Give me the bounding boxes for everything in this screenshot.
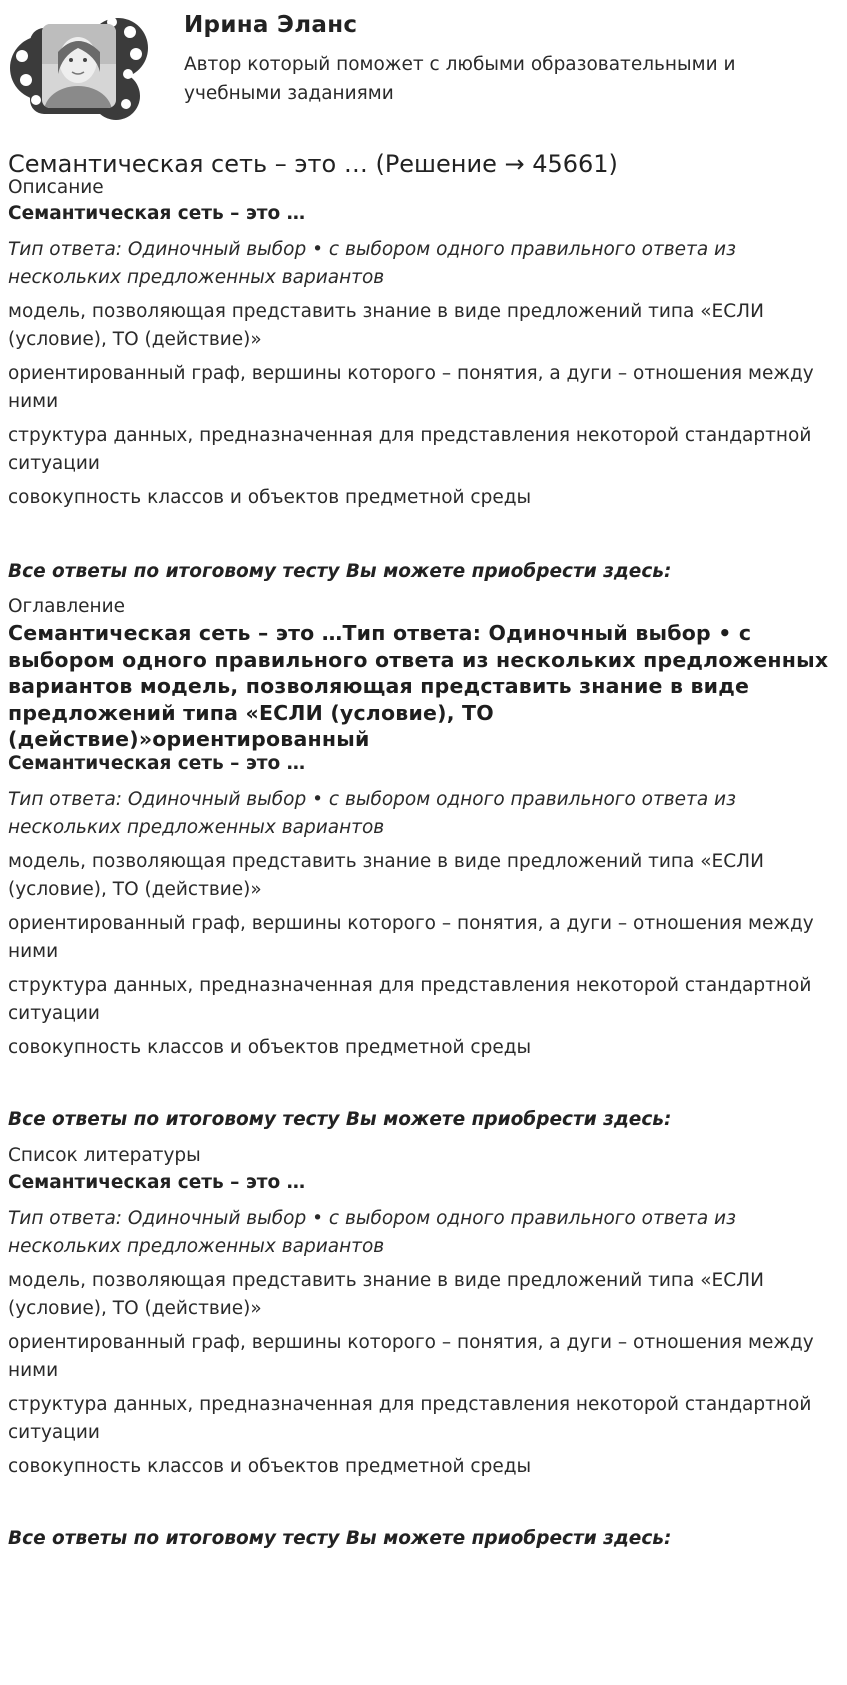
page — [8, 0, 840, 1549]
description-option-3: структура данных, предназначенная для представления некоторой стандартной ситуации — [8, 425, 812, 474]
author-avatar[interactable] — [8, 8, 150, 126]
description-option-4: совокупность классов и объектов предметной среды — [8, 487, 532, 508]
toc-option-1: модель, позволяющая представить знание в виде предложений типа «ЕСЛИ (условие), ТО (действие)» — [8, 851, 764, 900]
toc-option-3: структура данных, предназначенная для представления некоторой стандартной ситуации — [8, 975, 812, 1024]
toc-option-4: совокупность классов и объектов предметной среды — [8, 1037, 532, 1058]
description-cta-link[interactable]: Все ответы по итоговому тесту Вы можете приобрести здесь: — [8, 561, 672, 582]
toc-cta-link[interactable]: Все ответы по итоговому тесту Вы можете приобрести здесь: — [8, 1109, 672, 1130]
references-label: Список литературы — [8, 1145, 201, 1166]
description-answer-type: Тип ответа: Одиночный выбор • с выбором одного правильного ответа из нескольких предложенных вариантов — [8, 239, 736, 288]
references-cta-link[interactable]: Все ответы по итоговому тесту Вы можете приобрести здесь: — [8, 1528, 672, 1549]
references-option-2: ориентированный граф, вершины которого – понятия, а дуги – отношения между ними — [8, 1332, 814, 1381]
toc-heading: Семантическая сеть – это …Тип ответа: Одиночный выбор • с выбором одного правильного ответа из нескольких предложенных вариантов модель, позволяющая представить знание в виде предложений типа «ЕСЛИ (условие), ТО (действие)»ориентированный — [8, 621, 829, 751]
toc-label: Оглавление — [8, 596, 126, 617]
references-option-3: структура данных, предназначенная для представления некоторой стандартной ситуации — [8, 1394, 812, 1443]
author-description: Автор который поможет с любыми образовательными и учебными заданиями — [184, 54, 736, 104]
toc-question: Семантическая сеть – это … — [8, 753, 306, 774]
author-name[interactable]: Ирина Эланс — [184, 12, 358, 38]
description-label: Описание — [8, 177, 104, 198]
references-answer-type: Тип ответа: Одиночный выбор • с выбором одного правильного ответа из нескольких предложенных вариантов — [8, 1208, 736, 1257]
references-question: Семантическая сеть – это … — [8, 1172, 306, 1193]
toc-option-2: ориентированный граф, вершины которого – понятия, а дуги – отношения между ними — [8, 913, 814, 962]
description-option-2: ориентированный граф, вершины которого – понятия, а дуги – отношения между ними — [8, 363, 814, 412]
toc-answer-type: Тип ответа: Одиночный выбор • с выбором одного правильного ответа из нескольких предложенных вариантов — [8, 789, 736, 838]
page-title: Семантическая сеть – это … (Решение → 45661) — [8, 150, 618, 178]
references-option-1: модель, позволяющая представить знание в виде предложений типа «ЕСЛИ (условие), ТО (действие)» — [8, 1270, 764, 1319]
references-option-4: совокупность классов и объектов предметной среды — [8, 1456, 532, 1477]
description-option-1: модель, позволяющая представить знание в виде предложений типа «ЕСЛИ (условие), ТО (действие)» — [8, 301, 764, 350]
description-question: Семантическая сеть – это … — [8, 203, 306, 224]
author-card — [8, 0, 840, 130]
